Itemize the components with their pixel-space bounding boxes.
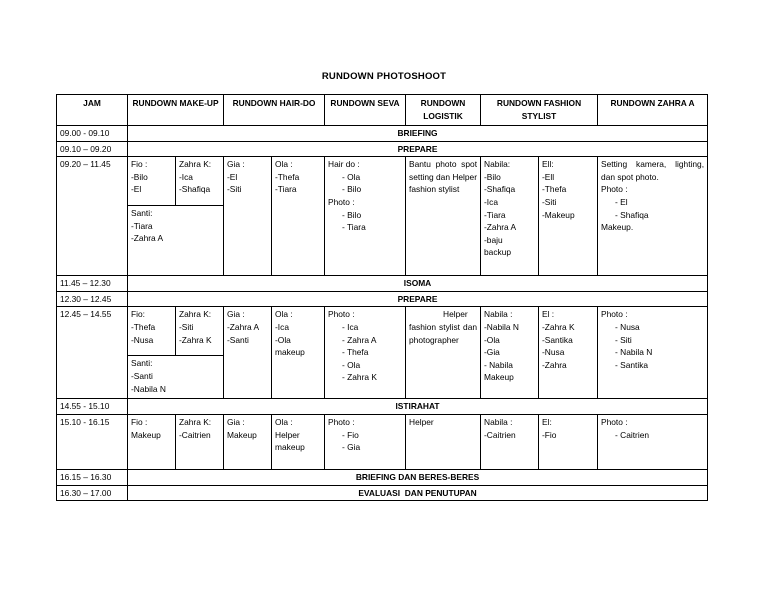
rundown-table xyxy=(56,94,708,501)
time-cell: 11.45 – 12.30 xyxy=(57,276,128,292)
header-jam: JAM xyxy=(57,95,128,126)
time-cell: 09.00 - 09.10 xyxy=(57,126,128,142)
activity-label: PREPARE xyxy=(128,141,708,157)
activity-label: PREPARE xyxy=(128,291,708,307)
fashion-ell: Ell: -Ell -Thefa -Siti -Makeup xyxy=(539,157,598,276)
makeup-fio: Fio : Makeup xyxy=(128,414,176,469)
activity-label: EVALUASI DAN PENUTUPAN xyxy=(128,485,708,501)
fashion-el: El : -Zahra K -Santika -Nusa -Zahra xyxy=(539,307,598,399)
makeup-zahra-k: Zahra K: -Siti -Zahra K xyxy=(176,307,224,356)
header-hair: RUNDOWN HAIR-DO xyxy=(224,95,325,126)
header-fashion: RUNDOWN FASHION STYLIST xyxy=(481,95,598,126)
row-evaluasi xyxy=(57,485,708,501)
hair-gia: Gia : Makeup xyxy=(224,414,272,469)
activity-label: BRIEFING xyxy=(128,126,708,142)
fashion-el: El: -Fio xyxy=(539,414,598,469)
row-session-2-top xyxy=(57,307,708,356)
fashion-nabila: Nabila : -Caitrien xyxy=(481,414,539,469)
header-seva: RUNDOWN SEVA xyxy=(325,95,406,126)
fashion-nabila: Nabila: -Bilo -Shafiqa -Ica -Tiara -Zahra A -baju backup xyxy=(481,157,539,276)
activity-label: BRIEFING DAN BERES-BERES xyxy=(128,469,708,485)
row-prepare-2 xyxy=(57,291,708,307)
row-briefing xyxy=(57,126,708,142)
hair-ola: Ola : -Ica -Ola makeup xyxy=(272,307,325,399)
time-cell: 12.45 – 14.55 xyxy=(57,307,128,399)
activity-label: ISOMA xyxy=(128,276,708,292)
time-cell: 15.10 - 16.15 xyxy=(57,414,128,469)
row-briefing-beres xyxy=(57,469,708,485)
row-prepare-1 xyxy=(57,141,708,157)
time-cell: 16.30 – 17.00 xyxy=(57,485,128,501)
zahra-cell: Setting kamera, lighting, dan spot photo. Photo : - El - Shafiqa Makeup. xyxy=(598,157,708,276)
activity-label: ISTIRAHAT xyxy=(128,399,708,415)
time-cell: 09.20 – 11.45 xyxy=(57,157,128,276)
hair-gia: Gia : -El -Siti xyxy=(224,157,272,276)
zahra-cell: Photo : - Caitrien xyxy=(598,414,708,469)
row-isoma xyxy=(57,276,708,292)
makeup-zahra-k: Zahra K: -Caitrien xyxy=(176,414,224,469)
page-title: RUNDOWN PHOTOSHOOT xyxy=(321,71,447,82)
logistik-cell: Helper xyxy=(406,414,481,469)
hair-gia: Gia : -Zahra A -Santi xyxy=(224,307,272,399)
header-makeup: RUNDOWN MAKE-UP xyxy=(128,95,224,126)
time-cell: 12.30 – 12.45 xyxy=(57,291,128,307)
time-cell: 14.55 - 15.10 xyxy=(57,399,128,415)
seva-cell: Photo : - Fio - Gia xyxy=(325,414,406,469)
row-istirahat xyxy=(57,399,708,415)
logistik-cell: Bantu photo spot setting dan Helper fashion stylist xyxy=(406,157,481,276)
row-session-3 xyxy=(57,414,708,469)
makeup-fio: Fio: -Thefa -Nusa xyxy=(128,307,176,356)
header-zahra: RUNDOWN ZAHRA A xyxy=(598,95,708,126)
time-cell: 09.10 – 09.20 xyxy=(57,141,128,157)
hair-ola: Ola : Helper makeup xyxy=(272,414,325,469)
makeup-fio: Fio : -Bilo -El xyxy=(128,157,176,206)
logistik-cell: Helper fashion stylist dan photographer xyxy=(406,307,481,399)
zahra-cell: Photo : - Nusa - Siti - Nabila N - Santika xyxy=(598,307,708,399)
fashion-nabila: Nabila : -Nabila N -Ola -Gia - Nabila Makeup xyxy=(481,307,539,399)
row-session-1-top xyxy=(57,157,708,206)
makeup-zahra-k: Zahra K: -Ica -Shafiqa xyxy=(176,157,224,206)
seva-cell: Hair do : - Ola - Bilo Photo : - Bilo - Tiara xyxy=(325,157,406,276)
seva-cell: Photo : - Ica - Zahra A - Thefa - Ola - Zahra K xyxy=(325,307,406,399)
hair-ola: Ola : -Thefa -Tiara xyxy=(272,157,325,276)
time-cell: 16.15 – 16.30 xyxy=(57,469,128,485)
header-logistik: RUNDOWN LOGISTIK xyxy=(406,95,481,126)
makeup-santi: Santi: -Tiara -Zahra A xyxy=(128,206,224,276)
header-row xyxy=(57,95,708,126)
makeup-santi: Santi: -Santi -Nabila N xyxy=(128,356,224,399)
